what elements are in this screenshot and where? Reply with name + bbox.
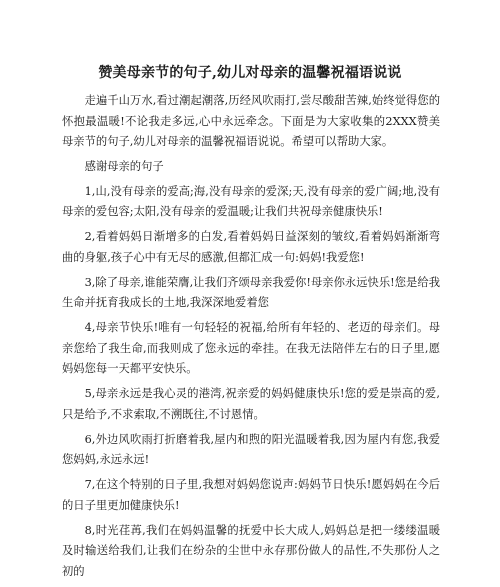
article-body (62, 91, 440, 587)
list-item: 5,母亲永远是我心灵的港湾,祝亲爱的妈妈健康快乐!您的爱是崇高的爱,只是给予,不求索取,不溯既往,不讨恩情。 (62, 387, 440, 421)
list-item: 4,母亲节快乐!唯有一句轻轻的祝福,给所有年轻的、老迈的母亲们。母亲您给了我生命,而我则成了您永远的牵挂。在我无法陪伴左右的日子里,愿妈妈您每一天都平安快乐。 (62, 321, 440, 375)
intro-paragraph: 走遍千山万水,看过潮起潮落,历经风吹雨打,尝尽酸甜苦辣,始终觉得您的怀抱最温暖!不论我走多远,心中永远牵念。下面是为大家收集的2XXX赞美母亲节的句子,幼儿对母亲的温馨祝福语说说。希望可以帮助大家。 (62, 94, 440, 148)
list-item: 1,山,没有母亲的爱高;海,没有母亲的爱深;天,没有母亲的爱广阔;地,没有母亲的爱包容;太阳,没有母亲的爱温暖;让我们共祝母亲健康快乐! (62, 184, 440, 218)
list-item: 7,在这个特别的日子里,我想对妈妈您说声:妈妈节日快乐!愿妈妈在今后的日子里更加健康快乐! (62, 478, 440, 512)
list-item: 2,看着妈妈日渐增多的白发,看着妈妈日益深刻的皱纹,看着妈妈渐渐弯曲的身躯,孩子心中有无尽的感激,但都汇成一句:妈妈!我爱您! (62, 230, 440, 264)
article-title: 赞美母亲节的句子,幼儿对母亲的温馨祝福语说说 (98, 65, 402, 81)
section-heading: 感谢母亲的句子 (84, 160, 164, 173)
list-item: 6,外边风吹雨打折磨着我,屋内和煦的阳光温暖着我,因为屋内有您,我爱您妈妈,永远永远! (62, 432, 440, 466)
list-item: 3,除了母亲,谁能荣膺,让我们齐颂母亲我爱你!母亲你永远快乐!您是给我生命并抚育我成长的土地,我深深地爱着您 (62, 275, 440, 309)
list-item: 8,时光荏苒,我们在妈妈温馨的抚爱中长大成人,妈妈总是把一缕缕温暖及时输送给我们,让我们在纷杂的尘世中永存那份做人的品性,不失那份人之初的 (62, 523, 440, 578)
